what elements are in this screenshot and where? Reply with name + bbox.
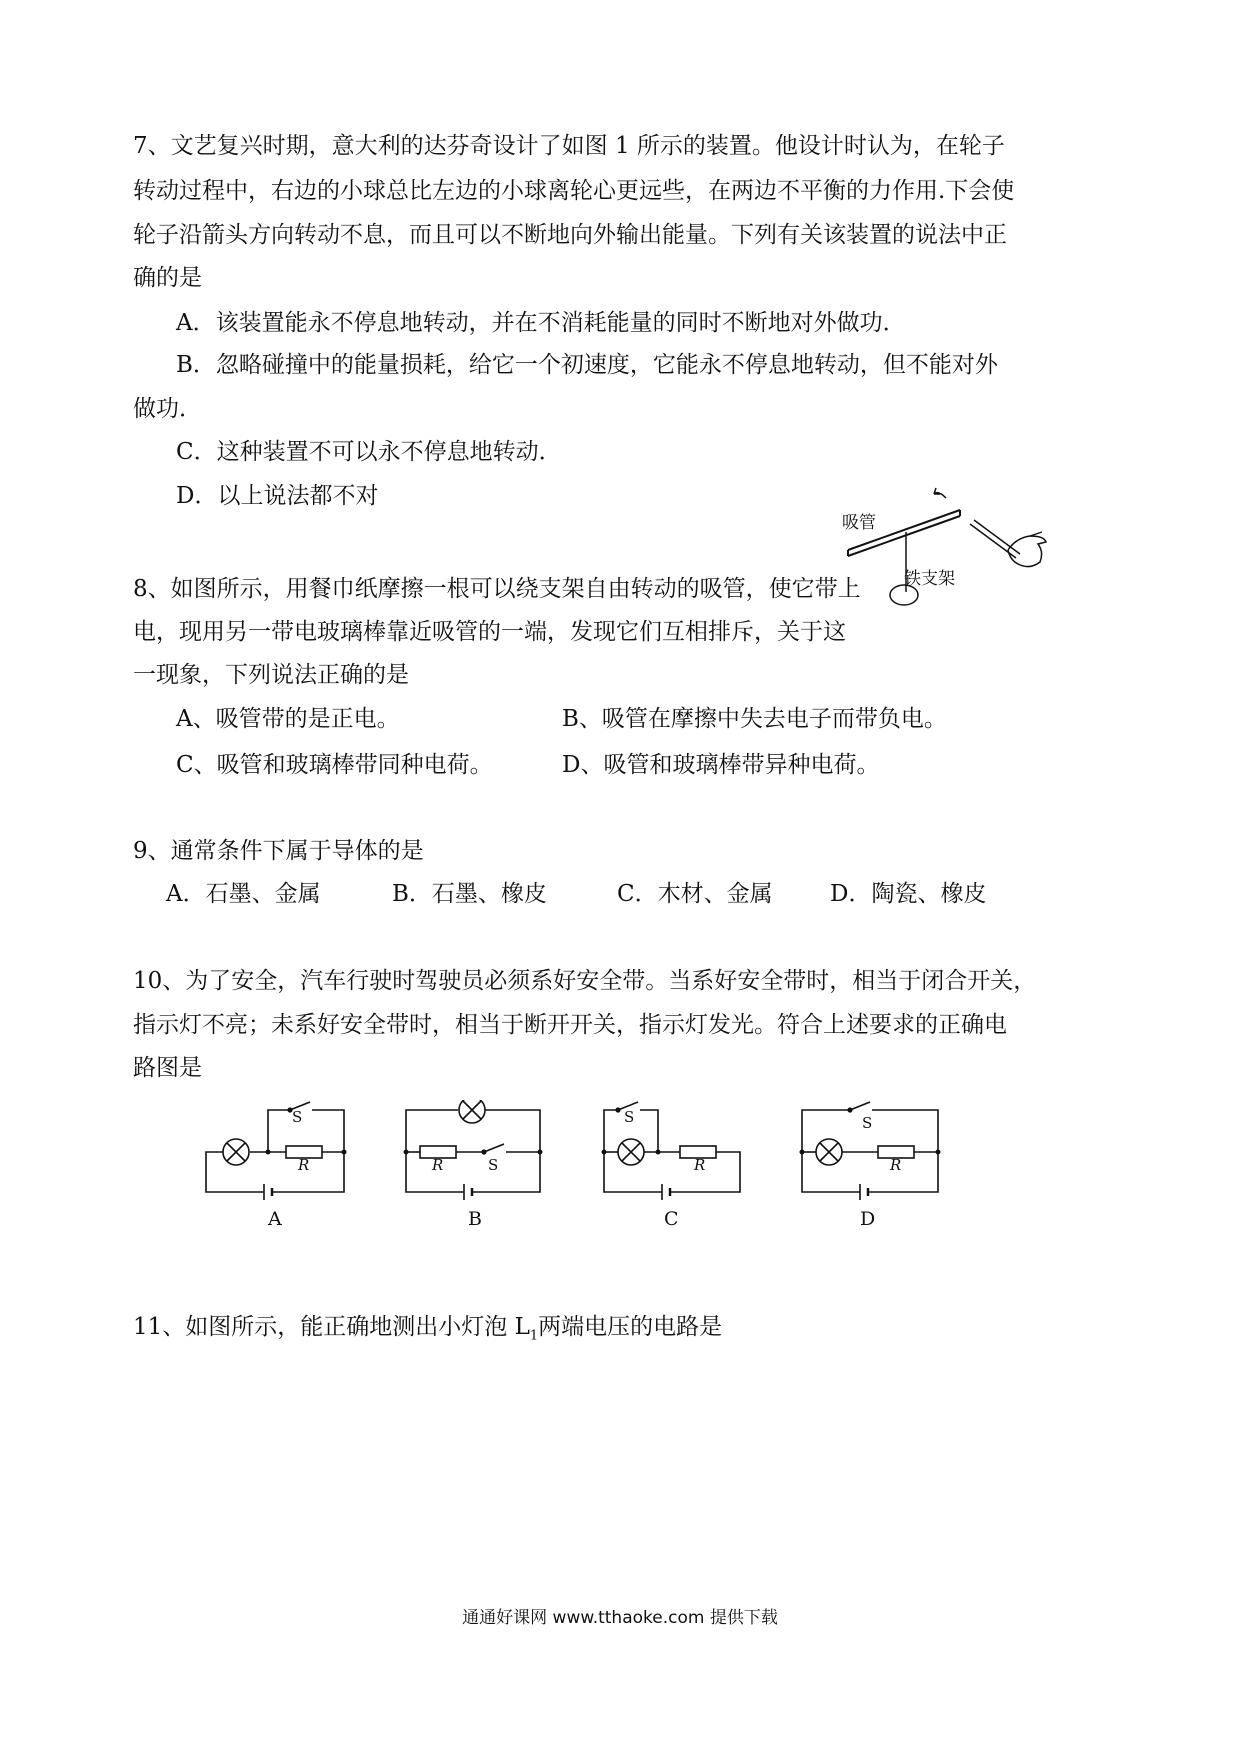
circuit-a-switch-label: S <box>292 1108 303 1126</box>
circuit-c-switch-label: S <box>624 1108 635 1126</box>
circuit-a <box>198 1100 358 1240</box>
straw-stand-figure <box>838 480 1058 610</box>
q8-option-c: C、吸管和玻璃棒带同种电荷。 <box>176 752 493 778</box>
q7-option-b-cont: 做功． <box>133 396 202 422</box>
q8-stem-line-2: 电，现用另一带电玻璃棒靠近吸管的一端，发现它们互相排斥，关于这 <box>133 619 846 645</box>
circuit-b-label: B <box>468 1208 482 1230</box>
q10-stem-line-1: 10、为了安全，汽车行驶时驾驶员必须系好安全带。当系好安全带时，相当于闭合开关， <box>133 968 1037 994</box>
circuit-d-switch-label: S <box>862 1114 873 1132</box>
circuit-c <box>596 1100 756 1240</box>
q8-option-a: A、吸管带的是正电。 <box>176 706 400 732</box>
q11-stem-after: 两端电压的电路是 <box>538 1314 723 1340</box>
circuit-d-resistor-label: R <box>890 1156 902 1174</box>
q10-stem-line-2: 指示灯不亮；未系好安全带时，相当于断开开关，指示灯发光。符合上述要求的正确电 <box>133 1012 1007 1038</box>
circuit-b-resistor-label: R <box>432 1156 444 1174</box>
q9-stem: 9、通常条件下属于导体的是 <box>133 838 424 864</box>
page-footer: 通通好课网 www.tthaoke.com 提供下载 <box>462 1608 778 1628</box>
q9-option-b: B．石墨、橡皮 <box>392 881 547 907</box>
q7-option-a: A．该装置能永不停息地转动，并在不消耗能量的同时不断地对外做功． <box>176 310 906 336</box>
straw-label: 吸管 <box>842 513 876 533</box>
q8-option-d: D、吸管和玻璃棒带异种电荷。 <box>562 752 880 778</box>
q9-option-a: A．石墨、金属 <box>166 881 321 907</box>
q8-stem-line-3: 一现象，下列说法正确的是 <box>133 662 409 688</box>
q9-option-d: D．陶瓷、橡皮 <box>830 881 987 907</box>
circuit-b-switch-label: S <box>488 1156 499 1174</box>
q7-stem-line-1: 7、文艺复兴时期，意大利的达芬奇设计了如图 1 所示的装置。他设计时认为，在轮子 <box>133 133 1005 159</box>
q11-stem-before: 11、如图所示，能正确地测出小灯泡 L <box>133 1314 530 1340</box>
circuit-a-label: A <box>268 1208 282 1230</box>
circuit-b <box>398 1100 558 1240</box>
stand-label: 铁支架 <box>904 569 955 589</box>
q8-stem-line-1: 8、如图所示，用餐巾纸摩擦一根可以绕支架自由转动的吸管，使它带上 <box>133 576 861 602</box>
circuit-a-resistor-label: R <box>298 1156 310 1174</box>
q10-stem-line-3: 路图是 <box>133 1055 202 1081</box>
circuit-c-resistor-label: R <box>694 1156 706 1174</box>
q7-option-b: B．忽略碰撞中的能量损耗，给它一个初速度，它能永不停息地转动，但不能对外 <box>176 352 998 378</box>
circuit-d <box>794 1100 954 1240</box>
q8-option-b: B、吸管在摩擦中失去电子而带负电。 <box>562 706 947 732</box>
q7-option-d: D．以上说法都不对 <box>176 483 379 509</box>
circuit-d-label: D <box>860 1208 876 1230</box>
q7-stem-line-4: 确的是 <box>133 265 202 291</box>
q11-stem-subscript: 1 <box>529 1328 539 1344</box>
q7-stem-line-3: 轮子沿箭头方向转动不息，而且可以不断地向外输出能量。下列有关该装置的说法中正 <box>133 222 1007 248</box>
q9-option-c: C．木材、金属 <box>617 881 773 907</box>
q7-option-c: C．这种装置不可以永不停息地转动． <box>176 439 562 465</box>
circuit-c-label: C <box>664 1208 679 1230</box>
q7-stem-line-2: 转动过程中，右边的小球总比左边的小球离轮心更远些，在两边不平衡的力作用.下会使 <box>133 178 1015 204</box>
q11-stem <box>133 1312 722 1352</box>
